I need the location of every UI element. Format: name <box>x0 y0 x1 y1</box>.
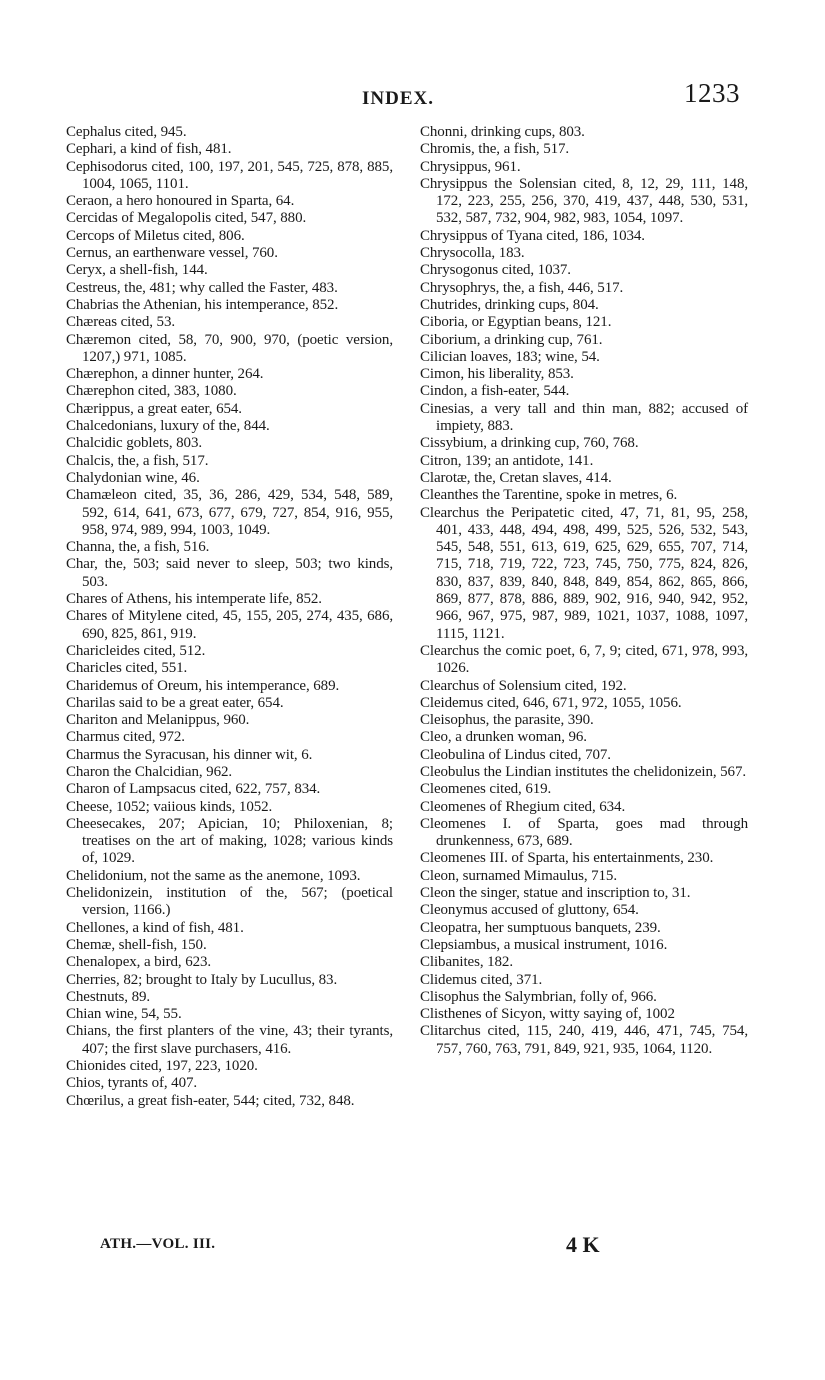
index-entry: Chenalopex, a bird, 623. <box>66 954 212 971</box>
index-entry: Ceraon, a hero honoured in Sparta, 64. <box>66 193 295 210</box>
index-entry: Cleonymus accused of gluttony, 654. <box>420 902 639 919</box>
index-entry: Cissybium, a drinking cup, 760, 768. <box>420 435 639 452</box>
index-entry: Cleopatra, her sumptuous banquets, 239. <box>420 919 661 936</box>
index-entry: Cleomenes I. of Sparta, goes mad through drunkenness, 673, 689. <box>420 815 748 850</box>
index-entry: Cleomenes cited, 619. <box>420 781 552 798</box>
index-entry: Chian wine, 54, 55. <box>66 1006 182 1023</box>
index-column-left <box>66 124 393 1110</box>
index-entry: Chonni, drinking cups, 803. <box>420 124 585 140</box>
index-entry: Chrysocolla, 183. <box>420 245 525 262</box>
index-entry: Chromis, the, a fish, 517. <box>420 141 570 158</box>
index-entry: Cleobulina of Lindus cited, 707. <box>420 746 611 763</box>
index-entry: Chæremon cited, 58, 70, 900, 970, (poetic version, 1207,) 971, 1085. <box>66 331 393 365</box>
index-entry: Chalydonian wine, 46. <box>66 469 200 486</box>
index-entry: Cimon, his liberality, 853. <box>420 366 574 383</box>
index-entry: Chalcidic goblets, 803. <box>66 435 203 452</box>
index-entry: Chrysippus, 961. <box>420 158 521 175</box>
index-entry: Chemæ, shell-fish, 150. <box>66 936 207 953</box>
index-entry: Chios, tyrants of, 407. <box>66 1075 198 1092</box>
index-entry: Cheesecakes, 207; Apician, 10; Philoxenian, 8; treatises on the art of making, 1028; various kinds of, 1029. <box>66 815 393 867</box>
index-entry: Cleo, a drunken woman, 96. <box>420 729 587 746</box>
index-entry: Chærephon, a dinner hunter, 264. <box>66 366 264 383</box>
index-entry: Clearchus of Solensium cited, 192. <box>420 677 627 694</box>
index-entry: Chelidonium, not the same as the anemone, 1093. <box>66 867 361 884</box>
index-entry: Charidemus of Oreum, his intemperance, 689. <box>66 677 340 694</box>
page-number: 1233 <box>684 78 740 108</box>
index-column-right <box>420 124 748 1058</box>
index-entry: Chalcis, the, a fish, 517. <box>66 452 209 469</box>
index-entry: Cinesias, a very tall and thin man, 882; accused of impiety, 883. <box>420 400 748 435</box>
running-title: INDEX. <box>362 88 434 109</box>
index-entry: Charicleides cited, 512. <box>66 642 206 659</box>
index-entry: Charmus cited, 972. <box>66 729 185 746</box>
index-entry: Chæreas cited, 53. <box>66 314 176 331</box>
index-entry: Chelidonizein, institution of the, 567; (poetical version, 1166.) <box>66 885 393 919</box>
index-entry: Chærephon cited, 383, 1080. <box>66 383 237 400</box>
index-entry: Channa, the, a fish, 516. <box>66 539 210 556</box>
index-entry: Chionides cited, 197, 223, 1020. <box>66 1058 258 1075</box>
index-entry: Clibanites, 182. <box>420 954 513 971</box>
index-entry: Cleomenes of Rhegium cited, 634. <box>420 798 626 815</box>
index-entry: Chalcedonians, luxury of the, 844. <box>66 418 270 435</box>
index-entry: Chrysogonus cited, 1037. <box>420 262 571 279</box>
index-entry: Chærippus, a great eater, 654. <box>66 400 242 417</box>
index-entry: Charon the Chalcidian, 962. <box>66 763 233 780</box>
signature-mark: 4 K <box>566 1232 600 1257</box>
index-entry: Cephalus cited, 945. <box>66 124 187 140</box>
index-entry: Cleidemus cited, 646, 671, 972, 1055, 1056. <box>420 694 682 711</box>
index-entry: Chabrias the Athenian, his intemperance, 852. <box>66 296 339 313</box>
index-entry: Chares of Mitylene cited, 45, 155, 205, 274, 435, 686, 690, 825, 861, 919. <box>66 608 393 642</box>
index-entry: Clarotæ, the, Cretan slaves, 414. <box>420 469 612 486</box>
volume-signature: ATH.—VOL. III. <box>100 1236 216 1252</box>
index-entry: Clitarchus cited, 115, 240, 419, 446, 471, 745, 754, 757, 760, 763, 791, 849, 921, 935, 1064, 1120. <box>420 1023 748 1057</box>
index-entry: Cleon the singer, statue and inscription to, 31. <box>420 885 691 902</box>
index-entry: Chamæleon cited, 35, 36, 286, 429, 534, 548, 589, 592, 614, 641, 673, 677, 679, 727, 854, 916, 955, 958, 974, 989, 994, 1003, 1049. <box>66 487 393 538</box>
index-entry: Cernus, an earthenware vessel, 760. <box>66 245 278 262</box>
index-entry: Clearchus the comic poet, 6, 7, 9; cited, 671, 978, 993, 1026. <box>420 642 748 677</box>
index-entry: Clisthenes of Sicyon, witty saying of, 1002 <box>420 1006 675 1023</box>
page-header <box>0 0 825 120</box>
index-entry: Citron, 139; an antidote, 141. <box>420 452 594 469</box>
index-entry: Cercidas of Megalopolis cited, 547, 880. <box>66 210 307 227</box>
index-entry: Cherries, 82; brought to Italy by Lucullus, 83. <box>66 971 338 988</box>
index-entry: Clepsiambus, a musical instrument, 1016. <box>420 936 668 953</box>
index-entry: Chians, the first planters of the vine, 43; their tyrants, 407; the first slave purchasers, 416. <box>66 1023 393 1057</box>
index-entry: Chellones, a kind of fish, 481. <box>66 919 244 936</box>
index-entry: Cleomenes III. of Sparta, his entertainments, 230. <box>420 850 714 867</box>
index-entry: Clearchus the Peripatetic cited, 47, 71, 81, 95, 258, 401, 433, 448, 494, 498, 499, 525, 526, 532, 543, 545, 548, 551, 613, 619, 625, 629, 655, 707, 714, 715, 718, 719, 722, 723, 745, 750, 775, 824, 826, 830, 837, 839, 840, 848, 849, 854, 862, 865, 866, 869, 877, 878, 886, 889, 902, 916, 940, 942, 952, 966, 967, 975, 987, 989, 1021, 1037, 1088, 1097, 1115, 1121. <box>420 504 748 642</box>
index-entry: Cilician loaves, 183; wine, 54. <box>420 348 600 365</box>
index-entry: Cleanthes the Tarentine, spoke in metres, 6. <box>420 487 678 504</box>
index-entry: Chrysippus the Solensian cited, 8, 12, 29, 111, 148, 172, 223, 255, 256, 370, 419, 437, 448, 530, 531, 532, 587, 732, 904, 982, 983, 1054, 1097. <box>420 175 748 227</box>
index-entry: Chariton and Melanippus, 960. <box>66 712 250 729</box>
index-entry: Cleisophus, the parasite, 390. <box>420 712 594 729</box>
index-entry: Cleobulus the Lindian institutes the chelidonizein, 567. <box>420 763 747 780</box>
index-entry: Clisophus the Salymbrian, folly of, 966. <box>420 988 657 1005</box>
index-entry: Clidemus cited, 371. <box>420 971 543 988</box>
index-entry: Cleon, surnamed Mimaulus, 715. <box>420 867 617 884</box>
index-entry: Cindon, a fish-eater, 544. <box>420 383 570 400</box>
index-entry: Cephisodorus cited, 100, 197, 201, 545, 725, 878, 885, 1004, 1065, 1101. <box>66 158 393 192</box>
index-entry: Cephari, a kind of fish, 481. <box>66 141 232 158</box>
index-entry: Ceryx, a shell-fish, 144. <box>66 262 208 279</box>
page-footer <box>0 1232 825 1266</box>
index-entry: Chrysophrys, the, a fish, 446, 517. <box>420 279 624 296</box>
index-entry: Charon of Lampsacus cited, 622, 757, 834. <box>66 781 321 798</box>
index-entry: Charicles cited, 551. <box>66 660 188 677</box>
index-entry: Cheese, 1052; vaiious kinds, 1052. <box>66 798 273 815</box>
index-entry: Chares of Athens, his intemperate life, 852. <box>66 591 322 608</box>
index-entry: Chrysippus of Tyana cited, 186, 1034. <box>420 227 645 244</box>
index-entry: Chestnuts, 89. <box>66 988 151 1005</box>
index-entry: Char, the, 503; said never to sleep, 503; two kinds, 503. <box>66 556 393 590</box>
index-entry: Chœrilus, a great fish-eater, 544; cited, 732, 848. <box>66 1092 355 1109</box>
index-entry: Charmus the Syracusan, his dinner wit, 6. <box>66 746 313 763</box>
index-entry: Charilas said to be a great eater, 654. <box>66 694 284 711</box>
index-entry: Chutrides, drinking cups, 804. <box>420 296 599 313</box>
index-entry: Cestreus, the, 481; why called the Faster, 483. <box>66 279 338 296</box>
index-entry: Cercops of Miletus cited, 806. <box>66 227 245 244</box>
index-entry: Ciboria, or Egyptian beans, 121. <box>420 314 612 331</box>
index-entry: Ciborium, a drinking cup, 761. <box>420 331 603 348</box>
